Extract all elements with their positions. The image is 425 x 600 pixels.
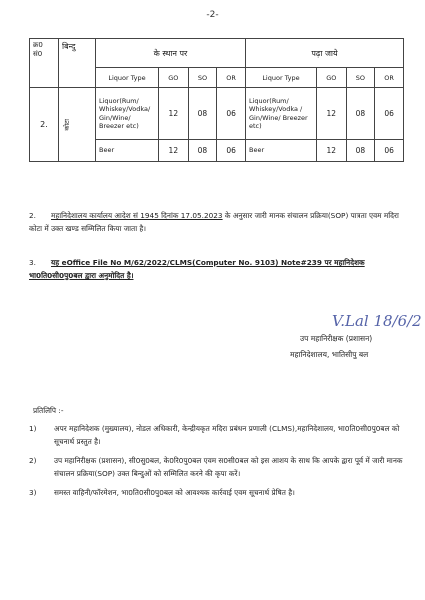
left-or-beer: 06 bbox=[217, 140, 246, 162]
page-number: -2- bbox=[206, 10, 219, 20]
sub-header-or-right: OR bbox=[375, 68, 404, 88]
left-type-liquor: Liquor(Rum/ Whiskey/Vodka/ Gin/Wine/ Breezer etc) bbox=[96, 88, 159, 140]
sub-header-type-left: Liquor Type bbox=[96, 68, 159, 88]
copy-item-3 bbox=[29, 486, 405, 499]
left-type-beer: Beer bbox=[96, 140, 159, 162]
signature-office: महानिदेशालय, भातिसीपु बल bbox=[290, 350, 369, 359]
left-so-liquor: 08 bbox=[188, 88, 217, 140]
copy-item-3-number: 3) bbox=[29, 488, 37, 497]
paragraph-2 bbox=[29, 209, 404, 235]
signature-designation: उप महानिरीक्षक (प्रशासन) bbox=[300, 334, 373, 343]
left-or-liquor: 06 bbox=[217, 88, 246, 140]
right-go-liquor: 12 bbox=[316, 88, 346, 140]
para3-number: 3. bbox=[29, 258, 36, 267]
sub-header-so-right: SO bbox=[346, 68, 375, 88]
copy-item-1 bbox=[29, 422, 405, 448]
left-go-liquor: 12 bbox=[159, 88, 189, 140]
para2-order-ref: महानिदेशालय कार्यालय आदेश सं 1945 दिनांक 17.05.2023 bbox=[51, 211, 223, 220]
right-or-liquor: 06 bbox=[375, 88, 404, 140]
right-go-beer: 12 bbox=[316, 140, 346, 162]
copy-heading: प्रतिलिपि :- bbox=[33, 406, 64, 415]
para2-number: 2. bbox=[29, 211, 36, 220]
para3-text: यह eOffice File No M/62/2022/CLMS(Computer No. 9103) Note#239 पर महानिदेशक भा0ति0सी0पु0बल द्वारा अनुमोदित है। bbox=[29, 258, 365, 280]
header-point: बिन्दु bbox=[59, 39, 96, 88]
copy-list bbox=[29, 422, 405, 499]
sub-header-so-left: SO bbox=[188, 68, 217, 88]
row-point: कोटा bbox=[63, 118, 71, 131]
signature-scribble: V.Lal 18/6/2 bbox=[332, 312, 422, 330]
right-or-beer: 06 bbox=[375, 140, 404, 162]
sub-header-or-left: OR bbox=[217, 68, 246, 88]
copy-item-1-text: अपर महानिदेशक (मुख्यालय), नोडल अधिकारी, केन्द्रीयकृत मदिरा प्रबंधन प्रणाली (CLMS),महानिदेशालय, भा0ति0सी0पु0बल को सूचनार्थ प्रस्तुत है। bbox=[54, 424, 400, 446]
right-so-liquor: 08 bbox=[346, 88, 375, 140]
copy-item-2-number: 2) bbox=[29, 456, 37, 465]
sub-header-go-left: GO bbox=[159, 68, 189, 88]
sub-header-go-right: GO bbox=[316, 68, 346, 88]
header-instead: के स्थान पर bbox=[96, 39, 246, 68]
row-sno: 2. bbox=[30, 88, 59, 162]
header-read: पढ़ा जाये bbox=[245, 39, 403, 68]
amendment-table bbox=[29, 38, 404, 162]
row-point-cell bbox=[59, 88, 96, 162]
para2-text: के अनुसार जारी मानक संचालन प्रक्रिया(SOP) पात्रता एवम मदिरा कोटा में उक्त खण्ड सम्मिलित किया जाता है। bbox=[29, 211, 399, 233]
paragraph-3 bbox=[29, 256, 404, 282]
sub-header-type-right: Liquor Type bbox=[245, 68, 316, 88]
copy-item-3-text: समस्त वाहिनी/फॉरमेशन, भा0ति0सी0पु0बल को आवश्यक कार्रवाई एवम सूचनार्थ प्रेषित है। bbox=[54, 488, 295, 497]
left-go-beer: 12 bbox=[159, 140, 189, 162]
right-so-beer: 08 bbox=[346, 140, 375, 162]
right-type-liquor: Liquor(Rum/ Whiskey/Vodka / Gin/Wine/ Breezer etc) bbox=[245, 88, 316, 140]
header-sno: क्र0 सं0 bbox=[30, 39, 59, 88]
copy-item-1-number: 1) bbox=[29, 424, 37, 433]
copy-item-2 bbox=[29, 454, 405, 480]
left-so-beer: 08 bbox=[188, 140, 217, 162]
right-type-beer: Beer bbox=[245, 140, 316, 162]
copy-item-2-text: उप महानिरीक्षक (प्रशासन), सी0सु0बल, के0रि0पु0बल एवम स0सी0बल को इस आशय के साथ कि आपके द्वारा पूर्व में जारी मानक संचालन प्रक्रिया(SOP) उक्त बिन्दुओं को सम्मिलित करने की कृपा करें। bbox=[54, 456, 403, 478]
